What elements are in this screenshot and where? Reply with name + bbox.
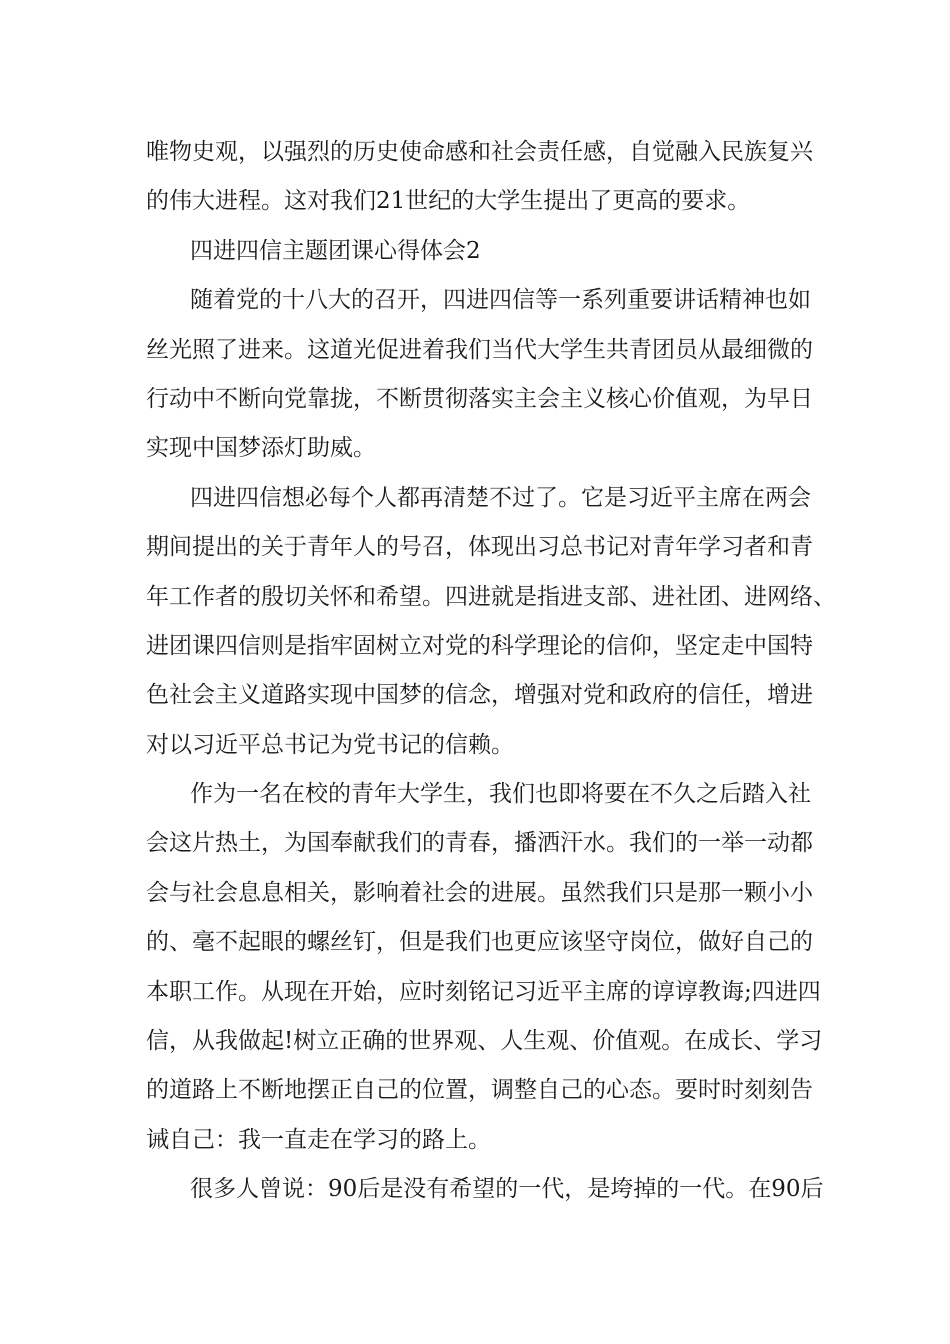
text-line: 唯物史观，以强烈的历史使命感和社会责任感，自觉融入民族复兴: [146, 139, 813, 165]
text-line: 随着党的十八大的召开，四进四信等一系列重要讲话精神也如: [190, 287, 811, 314]
text-line: 进团课四信则是指牢固树立对党的科学理论的信仰，坚定走中国特: [146, 632, 813, 659]
text-line: 实现中国梦添灯助威。: [146, 435, 376, 462]
text-line: 的道路上不断地摆正自己的位置，调整自己的心态。要时时刻刻告: [146, 1077, 813, 1104]
document-body: [146, 128, 836, 1215]
text-line: 期间提出的关于青年人的号召，体现出习总书记对青年学习者和青: [146, 534, 813, 561]
text-line: 的伟大进程。这对我们21世纪的大学生提出了更高的要求。: [146, 188, 751, 215]
text-line: 作为一名在校的青年大学生，我们也即将要在不久之后踏入社: [190, 781, 811, 808]
section-heading: 四进四信主题团课心得体会2: [190, 237, 481, 264]
text-line: 的、毫不起眼的螺丝钉，但是我们也更应该坚守岗位，做好自己的: [146, 929, 813, 956]
text-line: 诫自己：我一直走在学习的路上。: [146, 1126, 491, 1153]
text-line: 丝光照了进来。这道光促进着我们当代大学生共青团员从最细微的: [146, 336, 813, 363]
text-line: 本职工作。从现在开始，应时刻铭记习近平主席的谆谆教诲;四进四: [146, 978, 821, 1005]
text-line: 色社会主义道路实现中国梦的信念，增强对党和政府的信任，增进: [146, 682, 813, 709]
text-line: 很多人曾说：90后是没有希望的一代，是垮掉的一代。在90后: [190, 1176, 824, 1203]
text-line: 对以习近平总书记为党书记的信赖。: [146, 731, 514, 758]
text-line: 信，从我做起!树立正确的世界观、人生观、价值观。在成长、学习: [146, 1028, 823, 1055]
text-line: 会这片热土，为国奉献我们的青春，播洒汗水。我们的一举一动都: [146, 830, 813, 857]
text-line: 会与社会息息相关，影响着社会的进展。虽然我们只是那一颗小小: [146, 879, 813, 906]
text-line: 年工作者的殷切关怀和希望。四进就是指进支部、进社团、进网络、: [146, 583, 836, 610]
text-line: 行动中不断向党靠拢，不断贯彻落实主会主义核心价值观，为早日: [146, 385, 813, 412]
text-line: 四进四信想必每个人都再清楚不过了。它是习近平主席在两会: [190, 484, 811, 511]
